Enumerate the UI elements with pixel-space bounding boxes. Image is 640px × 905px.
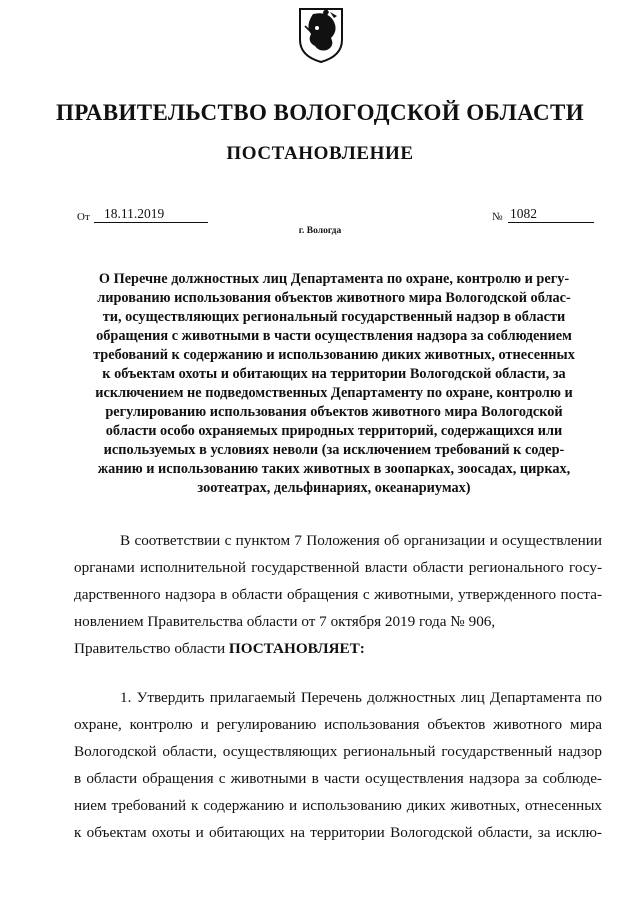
paragraph-line: в области обращения с животными в части осуществления надзора за соблюде- [74, 770, 602, 787]
document-type: ПОСТАНОВЛЕНИЕ [226, 143, 414, 164]
preamble-paragraph [74, 527, 602, 662]
paragraph-line: органами исполнительной государственной власти области регионального госу- [74, 559, 602, 576]
document-subject [74, 270, 594, 498]
subject-line: жанию и использованию таких животных в зоопарках, зоосадах, цирках, [97, 461, 571, 477]
number-label: № [492, 211, 503, 223]
subject-line: лированию использования объектов животного мира Вологодской облас- [97, 290, 571, 306]
subject-line: используемых в условиях неволи (за исключением требований к содер- [103, 442, 565, 458]
vologda-coat-of-arms-icon [297, 6, 345, 64]
paragraph-line: к объектам охоты и обитающих на территории Вологодской области, за исклю- [74, 824, 602, 841]
resolve-prefix: Правительство области [74, 640, 229, 657]
government-title: ПРАВИТЕЛЬСТВО ВОЛОГОДСКОЙ ОБЛАСТИ [55, 100, 585, 125]
subject-line: обращения с животными в части осуществления надзора за соблюдением [96, 328, 572, 344]
date-label: От [77, 211, 90, 223]
subject-line: ти, осуществляющих региональный государственный надзор в области [102, 309, 566, 325]
city: г. Вологда [298, 226, 342, 236]
subject-line: зоотеатрах, дельфинариях, океанариумах) [197, 480, 471, 496]
paragraph-line: дарственного надзора в области обращения с животными, утвержденного поста- [74, 586, 602, 603]
paragraph-line: 1. Утвердить прилагаемый Перечень должностных лиц Департамента по [120, 689, 602, 706]
paragraph-line: нием требований к содержанию и использованию диких животных, отнесенных [74, 797, 602, 814]
subject-line: требований к содержанию и использованию диких животных, отнесенных [93, 347, 575, 363]
subject-line: к объектам охоты и обитающих на территории Вологодской области, за [102, 366, 566, 382]
resolve-keyword: ПОСТАНОВЛЯЕТ: [228, 640, 365, 657]
item-1-paragraph [74, 684, 602, 846]
paragraph-line: Вологодской области, осуществляющих региональный государственный надзор [74, 743, 602, 760]
subject-line: исключением не подведомственных Департаменту по охране, контролю и [95, 385, 573, 401]
paragraph-line: охране, контролю и регулированию использования объектов животного мира [74, 716, 602, 733]
paragraph-line: В соответствии с пунктом 7 Положения об организации и осуществлении [120, 532, 602, 549]
document-number: 1082 [508, 206, 594, 223]
resolve-line [74, 635, 602, 662]
subject-line: области особо охраняемых природных территорий, содержащихся или [105, 423, 563, 439]
document-date: 18.11.2019 [94, 206, 208, 223]
subject-line: О Перечне должностных лиц Департамента по охране, контролю и регу- [98, 271, 570, 287]
subject-line: регулированию использования объектов животного мира Вологодской [105, 404, 563, 420]
paragraph-line: новлением Правительства области от 7 октября 2019 года № 906, [74, 613, 496, 630]
